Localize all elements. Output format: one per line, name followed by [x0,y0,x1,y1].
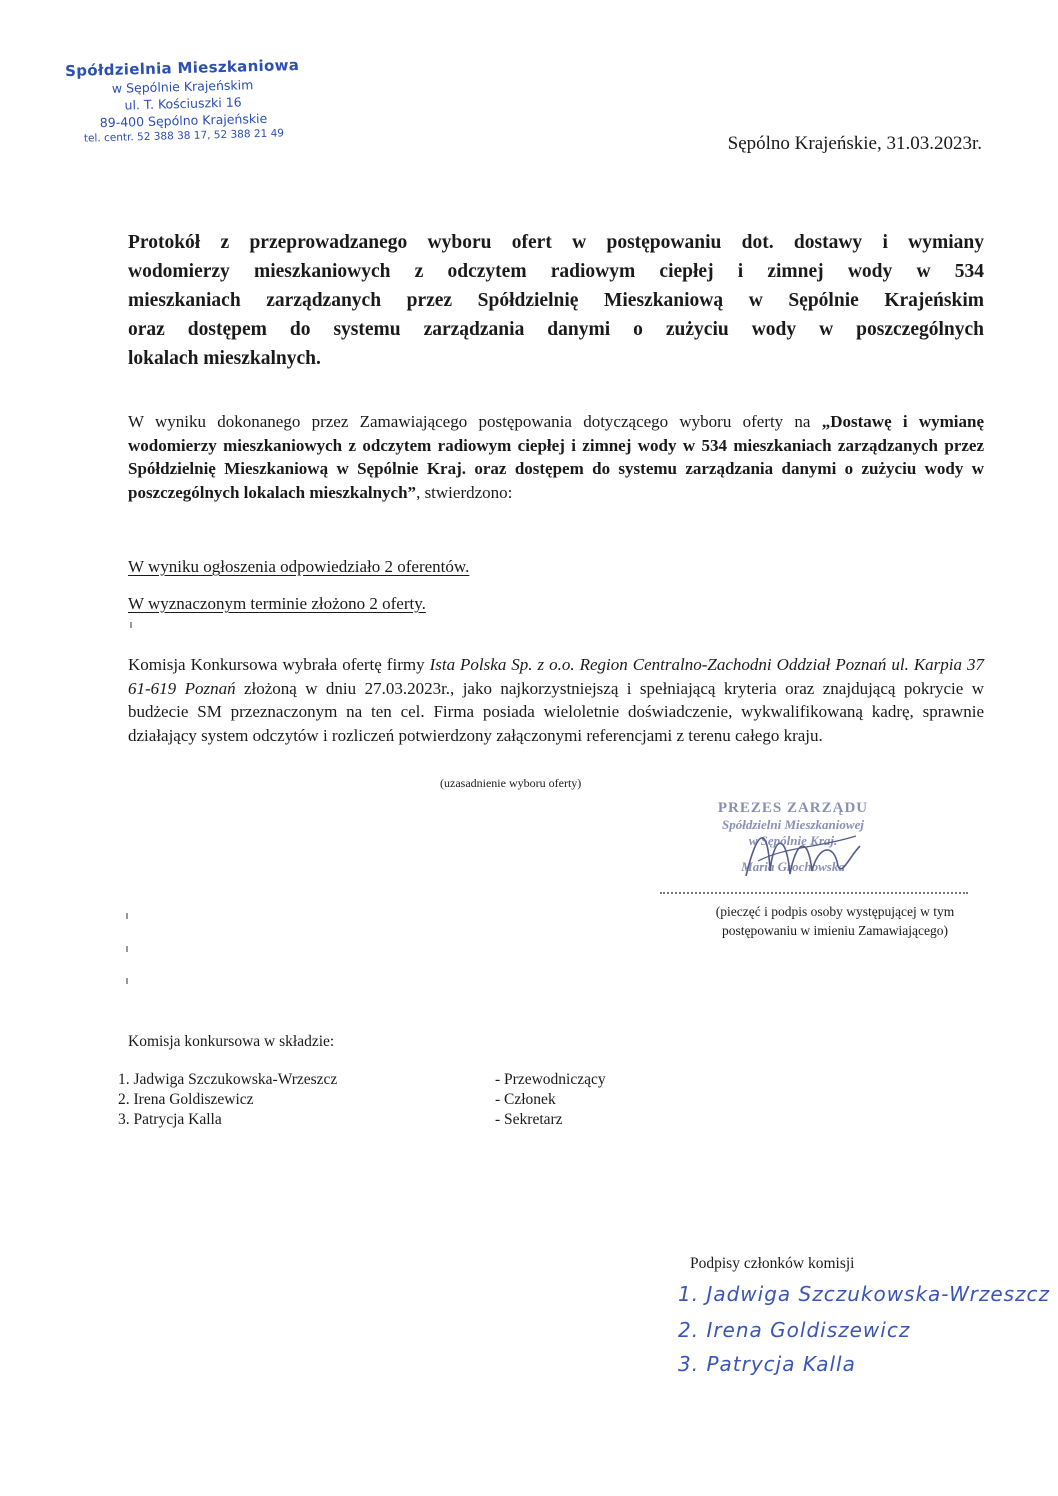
intro-text: W wyniku dokonanego przez Zamawiającego postępowania dotyczącego wyboru oferty na [128,412,822,431]
decision-paragraph [128,653,984,747]
margin-mark [130,622,132,628]
signature-caption [690,902,980,940]
president-signature [738,816,878,896]
intro-paragraph [128,410,984,504]
letterhead-phone: tel. centr. 52 388 38 17, 52 388 21 49 [83,127,285,145]
signatures-heading: Podpisy członków komisji [690,1255,855,1272]
letterhead-line2: w Sępólnie Krajeńskim [111,77,254,96]
finding-respondents: W wyniku ogłoszenia odpowiedziało 2 oferentów. [128,557,470,576]
committee-role: - Sekretarz [495,1111,563,1128]
stamp-title: PREZES ZARZĄDU [717,800,869,816]
finding-offers: W wyznaczonym terminie złożono 2 oferty. [128,594,426,613]
committee-role: - Członek [495,1091,556,1108]
signature-line [660,892,968,894]
margin-mark [126,913,128,919]
letterhead-postal: 89-400 Sępólno Krajeńskie [99,110,268,131]
signature-caption-line2: postępowaniu w imieniu Zamawiającego) [721,923,949,938]
title-line: Protokół z przeprowadzanego wyboru ofert w postępowaniu dot. dostawy i wymiany [128,232,984,253]
stamp-org: Spółdzielni Mieszkaniowej [722,817,864,832]
intro-end: , stwierdzono: [416,482,513,502]
handwritten-signature: 1. Jadwiga Szczukowska-Wrzeszcz [678,1282,1051,1306]
letterhead-street: ul. T. Kościuszki 16 [124,94,242,113]
justification-caption: (uzasadnienie wyboru oferty) [440,776,582,790]
committee-member: 2. Irena Goldiszewicz [118,1091,254,1108]
margin-mark [126,946,128,952]
letterhead-name: Spółdzielnia Mieszkaniowa [64,55,300,81]
handwritten-signature: 2. Irena Goldiszewicz [678,1318,911,1342]
letterhead-stamp [57,55,309,147]
selected-company: Ista Polska Sp. z o.o. Region Centralno-Zachodni Oddział Poznań ul. Karpia 37 61-619 Poznań [128,655,984,698]
title-line: oraz dostępem do systemu zarządzania danymi o zużyciu wody w poszczególnych [128,319,984,340]
decision-justification: złożoną w dniu 27.03.2023r., jako najkorzystniejszą i spełniającą kryteria oraz znajdującą pokrycie w budżecie SM przeznaczonym na ten cel. Firma posiada wieloletnie doświadczenie, wykwalifikowaną kadrę, sprawnie działający system odczytów i rozliczeń potwierdzony załączonymi referencjami z terenu całego kraju. [128,678,984,745]
handwritten-signature: 3. Patrycja Kalla [678,1352,856,1376]
committee-role: - Przewodniczący [495,1071,606,1088]
committee-member: 3. Patrycja Kalla [118,1111,222,1128]
stamp-place: w Sępólnie Kraj. [748,833,838,848]
signature-caption-line1: (pieczęć i podpis osoby występującej w tym [715,904,955,919]
committee-heading: Komisja konkursowa w składzie: [128,1033,335,1050]
stamp-name: Maria Grochowska [741,859,845,874]
intro-subject: „Dostawę i wymianę wodomierzy mieszkaniowych z odczytem radiowym ciepłej i zimnej wody w 534 mieszkaniach zarządzanych przez Spółdzielnię Mieszkaniową w Sępólnie Kraj. oraz dostępem do systemu zarządzania danymi o zużyciu wody w poszczególnych lokalach mieszkalnych” [128,412,984,502]
title-line: wodomierzy mieszkaniowych z odczytem radiowym ciepłej i zimnej wody w 534 [128,261,984,282]
document-title [128,228,984,373]
title-line: lokalach mieszkalnych. [128,348,321,369]
decision-text: Komisja Konkursowa wybrała ofertę firmy [128,655,430,674]
margin-mark [126,978,128,984]
committee-member: 1. Jadwiga Szczukowska-Wrzeszcz [118,1071,338,1088]
place-date: Sępólno Krajeńskie, 31.03.2023r. [727,133,982,154]
title-line: mieszkaniach zarządzanych przez Spółdzielnię Mieszkaniową w Sępólnie Krajeńskim [128,290,984,311]
